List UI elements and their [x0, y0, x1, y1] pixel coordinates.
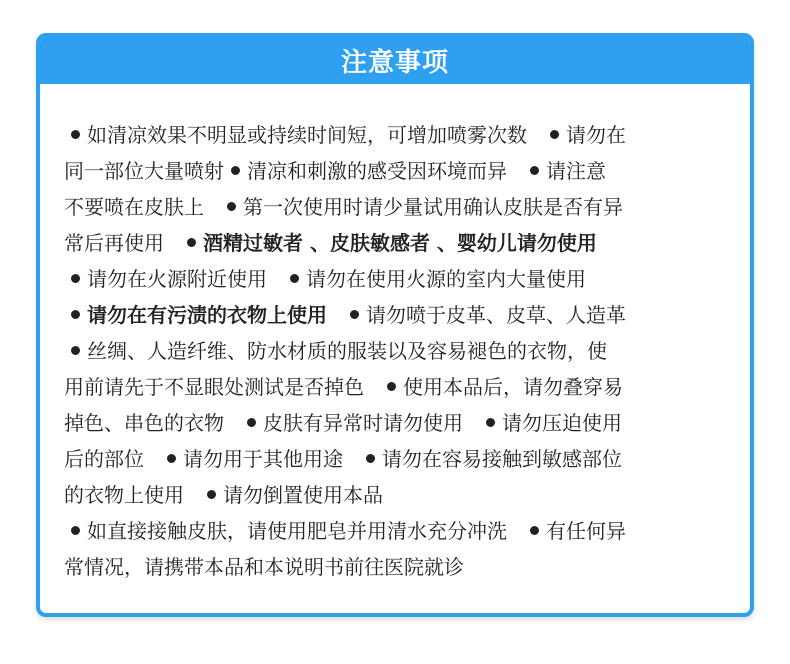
panel-title: 注意事项 — [340, 48, 449, 78]
notice-text: 有任何异 — [546, 519, 626, 543]
notice-text: 请勿在火源附近使用 — [87, 267, 267, 291]
bullet-icon — [290, 274, 299, 283]
notice-panel — [36, 33, 754, 617]
notice-line — [64, 513, 728, 549]
notice-line — [64, 549, 728, 585]
bullet-icon — [71, 130, 80, 139]
bullet-icon — [71, 346, 80, 355]
notice-line — [64, 333, 728, 369]
notice-text: 请勿压迫使用 — [502, 411, 622, 435]
notice-text: 清凉和刺激的感受因环境而异 — [247, 159, 507, 183]
bullet-icon — [207, 490, 216, 499]
bullet-icon — [530, 166, 539, 175]
notice-line — [64, 405, 728, 441]
bullet-icon — [350, 310, 359, 319]
notice-line — [64, 225, 728, 261]
notice-text: 丝绸、人造纤维、防水材质的服装以及容易褪色的衣物，使 — [87, 339, 607, 363]
notice-text: 第一次使用时请少量试用确认皮肤是否有异 — [243, 195, 623, 219]
bullet-icon — [247, 418, 256, 427]
notice-text-emphasis: 请勿在有污渍的衣物上使用 — [87, 303, 327, 327]
notice-text: 同一部位大量喷射 — [64, 159, 224, 183]
bullet-icon — [71, 310, 80, 319]
notice-text: 的衣物上使用 — [64, 483, 184, 507]
notice-text: 用前请先于不显眼处测试是否掉色 — [64, 375, 364, 399]
bullet-icon — [550, 130, 559, 139]
notice-text: 请勿在 — [566, 123, 626, 147]
notice-text: 常后再使用 — [64, 231, 164, 255]
notice-text: 如清凉效果不明显或持续时间短，可增加喷雾次数 — [87, 123, 527, 147]
notice-text: 请勿喷于皮革、皮草、人造革 — [366, 303, 626, 327]
notice-text: 请勿倒置使用本品 — [223, 483, 383, 507]
notice-line — [64, 441, 728, 477]
panel-header — [40, 37, 750, 84]
bullet-icon — [530, 526, 539, 535]
notice-text: 常情况，请携带本品和本说明书前往医院就诊 — [64, 555, 464, 579]
notice-text: 如直接接触皮肤，请使用肥皂并用清水充分冲洗 — [87, 519, 507, 543]
bullet-icon — [366, 454, 375, 463]
notice-text: 掉色、串色的衣物 — [64, 411, 224, 435]
bullet-icon — [387, 382, 396, 391]
notice-text: 请注意 — [546, 159, 606, 183]
bullet-icon — [231, 166, 240, 175]
notice-text: 皮肤有异常时请勿使用 — [263, 411, 463, 435]
notice-line — [64, 153, 728, 189]
bullet-icon — [71, 274, 80, 283]
notice-text: 请勿在使用火源的室内大量使用 — [306, 267, 586, 291]
bullet-icon — [167, 454, 176, 463]
notice-line — [64, 297, 728, 333]
bullet-icon — [71, 526, 80, 535]
notice-body — [64, 117, 728, 585]
bullet-icon — [187, 238, 196, 247]
bullet-icon — [227, 202, 236, 211]
notice-text: 请勿在容易接触到敏感部位 — [382, 447, 622, 471]
notice-line — [64, 477, 728, 513]
notice-text: 后的部位 — [64, 447, 144, 471]
bullet-icon — [486, 418, 495, 427]
notice-line — [64, 117, 728, 153]
notice-line — [64, 369, 728, 405]
notice-line — [64, 189, 728, 225]
notice-text: 不要喷在皮肤上 — [64, 195, 204, 219]
notice-text-emphasis: 酒精过敏者 、皮肤敏感者 、婴幼儿请勿使用 — [203, 231, 597, 255]
notice-line — [64, 261, 728, 297]
notice-text: 请勿用于其他用途 — [183, 447, 343, 471]
notice-text: 使用本品后，请勿叠穿易 — [403, 375, 623, 399]
